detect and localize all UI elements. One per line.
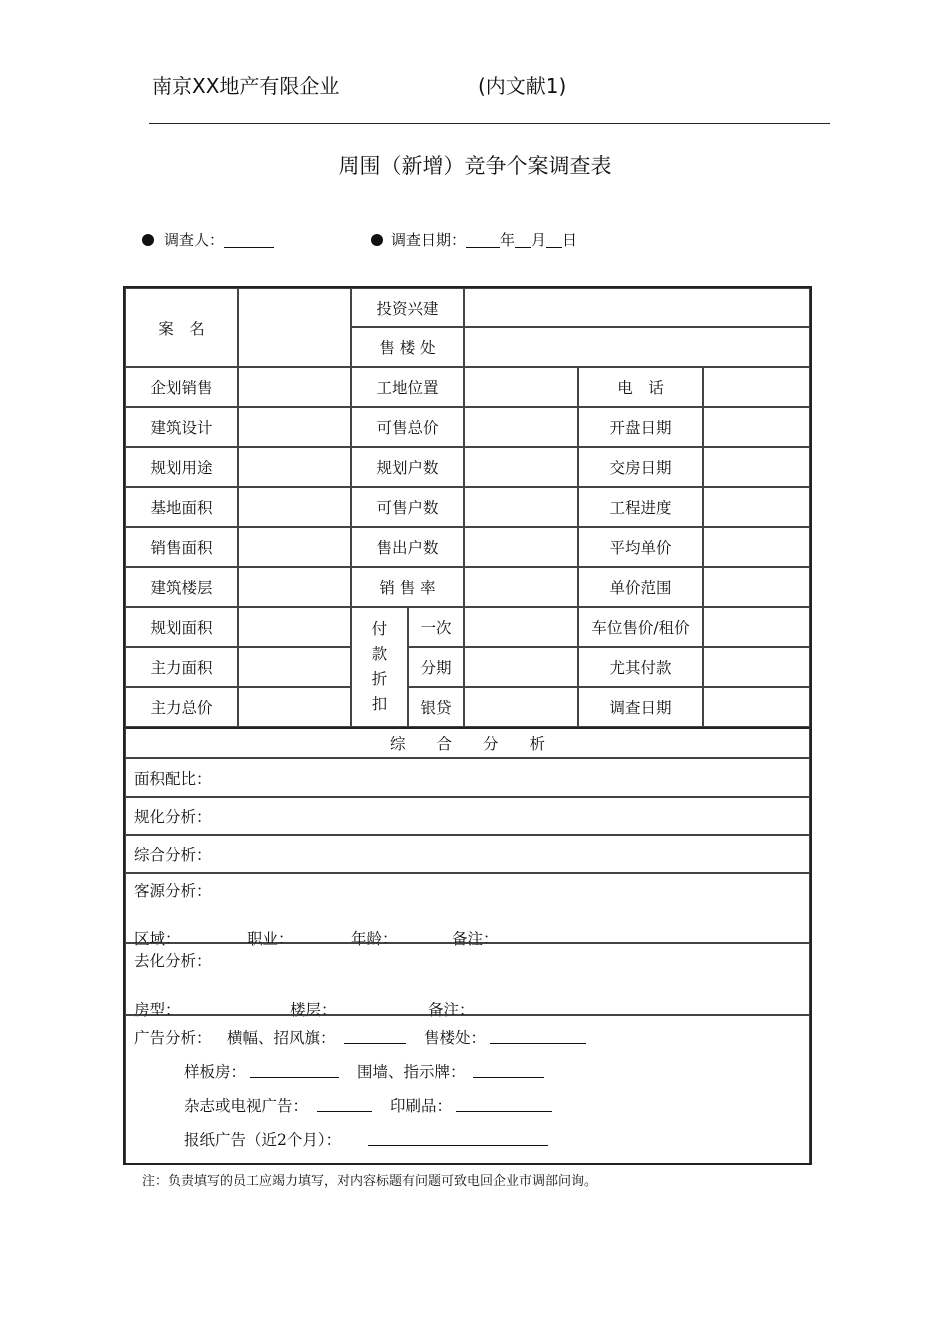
planning-analysis-field[interactable]: 规化分析：	[125, 797, 810, 835]
client-analysis-label: 客源分析：	[134, 882, 212, 900]
input-total-saleable-price[interactable]	[464, 407, 578, 447]
footnote: 注：负责填写的员工应竭力填写，对内容标题有问题可致电回企业市调部问询。	[142, 1174, 598, 1189]
newspaper-label: 报纸广告（近2个月）：	[184, 1131, 342, 1149]
year-label: 年	[500, 231, 516, 249]
magazine-tv-blank[interactable]	[317, 1111, 372, 1112]
label-parking-price: 车位售价/租价	[578, 607, 703, 647]
input-planned-area[interactable]	[238, 607, 351, 647]
sales-office-input[interactable]	[464, 327, 810, 367]
label-site-location: 工地位置	[351, 367, 464, 407]
investor-input[interactable]	[464, 288, 810, 327]
absorption-remarks-label: 备注：	[428, 1001, 475, 1019]
header-divider	[149, 123, 830, 124]
magazine-tv-label: 杂志或电视广告：	[184, 1097, 309, 1115]
label-sales-rate: 销 售 率	[351, 567, 464, 607]
form-title: 周围（新增）竞争个案调查表	[338, 154, 612, 178]
label-investigation-date: 调查日期	[578, 687, 703, 727]
ad-analysis-box	[125, 1015, 810, 1163]
document-reference: (内文献1)	[478, 74, 567, 98]
banner-label: 横幅、招风旗：	[227, 1029, 336, 1047]
client-remarks-label: 备注：	[452, 930, 499, 948]
wall-sign-label: 围墙、指示牌：	[357, 1063, 466, 1081]
show-unit-blank[interactable]	[250, 1077, 339, 1078]
input-site-location[interactable]	[464, 367, 578, 407]
survey-form-table	[123, 286, 812, 1165]
label-site-area: 基地面积	[125, 487, 238, 527]
analysis-heading: 综 合 分 析	[125, 727, 810, 758]
input-floors[interactable]	[238, 567, 351, 607]
label-main-total-price: 主力总价	[125, 687, 238, 727]
year-blank[interactable]	[466, 233, 500, 248]
payment-discount-label: 付 款 折 扣	[351, 607, 408, 727]
ad-analysis-label: 广告分析：	[134, 1029, 212, 1047]
client-occupation-label: 职业：	[247, 930, 294, 948]
month-label: 月	[531, 231, 547, 249]
label-main-area: 主力面积	[125, 647, 238, 687]
floor-label: 楼层：	[290, 1001, 337, 1019]
show-unit-label: 样板房：	[184, 1063, 247, 1081]
label-total-saleable-price: 可售总价	[351, 407, 464, 447]
surveyor-field	[142, 229, 274, 250]
client-analysis-box[interactable]	[125, 873, 810, 948]
input-main-area[interactable]	[238, 647, 351, 687]
label-unit-price-range: 单价范围	[578, 567, 703, 607]
newspaper-blank[interactable]	[368, 1145, 548, 1146]
input-delivery-date[interactable]	[703, 447, 810, 487]
print-materials-label: 印刷品：	[390, 1097, 453, 1115]
input-installment[interactable]	[464, 647, 578, 687]
label-average-unit-price: 平均单价	[578, 527, 703, 567]
bullet-icon	[371, 234, 383, 246]
banner-blank[interactable]	[344, 1043, 406, 1044]
day-label: 日	[562, 231, 578, 249]
bullet-icon	[142, 234, 154, 246]
company-name: 南京XX地产有限企业	[152, 74, 340, 98]
label-sales-area: 销售面积	[125, 527, 238, 567]
print-materials-blank[interactable]	[456, 1111, 552, 1112]
sales-office-label: 售 楼 处	[351, 327, 464, 367]
area-ratio-field[interactable]: 面积配比：	[125, 758, 810, 797]
input-planned-units[interactable]	[464, 447, 578, 487]
label-planned-units: 规划户数	[351, 447, 464, 487]
survey-date-field	[371, 229, 577, 250]
input-average-unit-price[interactable]	[703, 527, 810, 567]
absorption-analysis-label: 去化分析：	[134, 952, 212, 970]
input-main-total-price[interactable]	[238, 687, 351, 727]
client-region-label: 区域：	[134, 930, 181, 948]
label-opening-date: 开盘日期	[578, 407, 703, 447]
input-parking-price[interactable]	[703, 607, 810, 647]
input-special-payment[interactable]	[703, 647, 810, 687]
label-sold-units: 售出户数	[351, 527, 464, 567]
input-saleable-units[interactable]	[464, 487, 578, 527]
input-mortgage[interactable]	[464, 687, 578, 727]
label-mortgage: 银贷	[408, 687, 464, 727]
month-blank[interactable]	[515, 233, 531, 248]
day-blank[interactable]	[546, 233, 562, 248]
input-lump-sum[interactable]	[464, 607, 578, 647]
wall-sign-blank[interactable]	[473, 1077, 544, 1078]
case-name-label: 案 名	[125, 288, 238, 367]
label-saleable-units: 可售户数	[351, 487, 464, 527]
input-sales-area[interactable]	[238, 527, 351, 567]
overall-analysis-field[interactable]: 综合分析：	[125, 835, 810, 873]
input-site-area[interactable]	[238, 487, 351, 527]
label-floors: 建筑楼层	[125, 567, 238, 607]
input-land-use[interactable]	[238, 447, 351, 487]
label-planning-sales: 企划销售	[125, 367, 238, 407]
sales-office-ad-blank[interactable]	[490, 1043, 586, 1044]
input-planning-sales[interactable]	[238, 367, 351, 407]
sales-office-ad-label: 售楼处：	[424, 1029, 487, 1047]
label-architect: 建筑设计	[125, 407, 238, 447]
label-phone: 电 话	[578, 367, 703, 407]
absorption-analysis-box[interactable]	[125, 943, 810, 1019]
case-name-input[interactable]	[238, 288, 351, 367]
input-architect[interactable]	[238, 407, 351, 447]
survey-date-label: 调查日期：	[391, 231, 467, 249]
input-opening-date[interactable]	[703, 407, 810, 447]
input-investigation-date[interactable]	[703, 687, 810, 727]
label-construction-progress: 工程进度	[578, 487, 703, 527]
surveyor-blank[interactable]	[224, 233, 274, 248]
unit-type-label: 房型：	[134, 1001, 181, 1019]
surveyor-label: 调查人：	[164, 231, 225, 249]
input-unit-price-range[interactable]	[703, 567, 810, 607]
label-land-use: 规划用途	[125, 447, 238, 487]
label-lump-sum: 一次	[408, 607, 464, 647]
input-construction-progress[interactable]	[703, 487, 810, 527]
client-age-label: 年龄：	[351, 930, 398, 948]
label-planned-area: 规划面积	[125, 607, 238, 647]
label-delivery-date: 交房日期	[578, 447, 703, 487]
label-special-payment: 尤其付款	[578, 647, 703, 687]
input-sold-units[interactable]	[464, 527, 578, 567]
input-sales-rate[interactable]	[464, 567, 578, 607]
investor-label: 投资兴建	[351, 288, 464, 327]
label-installment: 分期	[408, 647, 464, 687]
input-phone[interactable]	[703, 367, 810, 407]
